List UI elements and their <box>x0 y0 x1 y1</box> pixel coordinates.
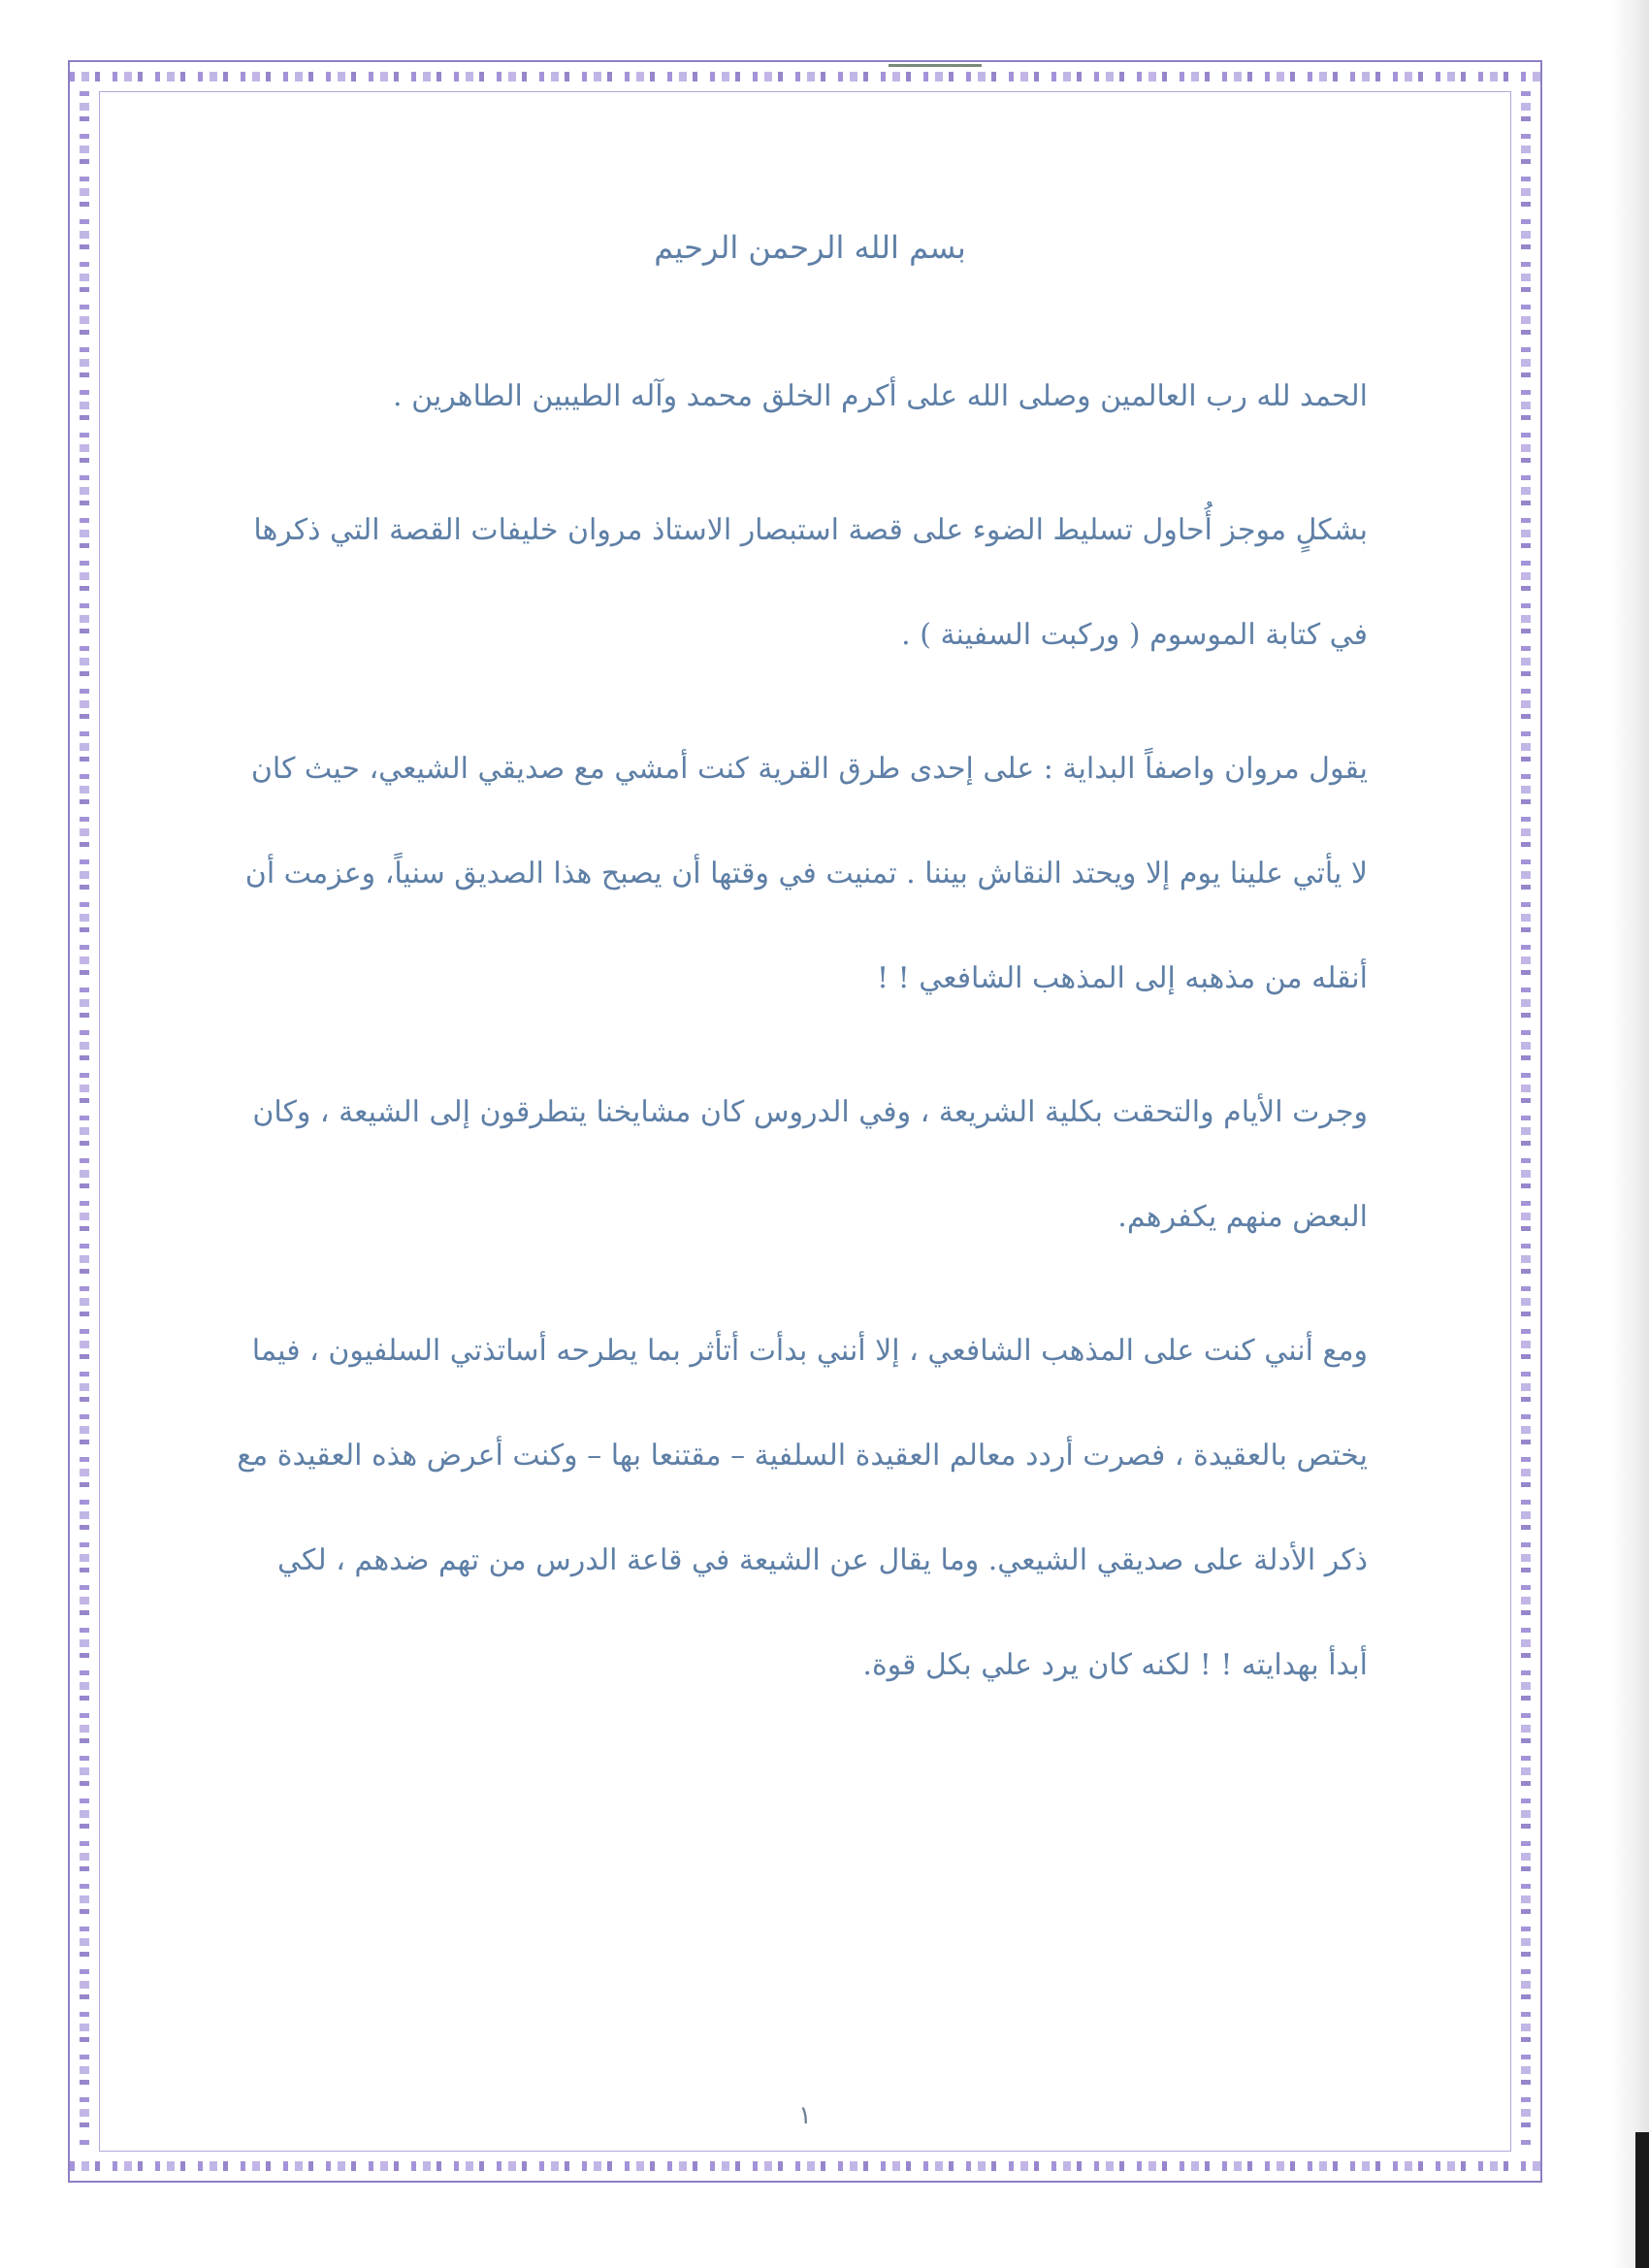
paragraph-sharia-college: وجرت الأيام والتحقت بكلية الشريعة ، وفي الدروس كان مشايخنا يتطرقون إلى الشيعة ، وكان البعض منهم يكفرهم. <box>252 1095 1368 1234</box>
ornamental-border-top <box>70 62 1540 91</box>
basmala-heading: بسم الله الرحمن الرحيم <box>654 229 966 266</box>
scan-staple-mark <box>889 64 982 67</box>
ornamental-border-right <box>1511 91 1540 2152</box>
paragraph-praise: الحمد لله رب العالمين وصلى الله على أكرم الخلق محمد وآله الطيبين الطاهرين . <box>393 379 1368 413</box>
page-number: ١ <box>798 2101 812 2130</box>
paragraph-introduction: بشكلٍ موجز أُحاول تسليط الضوء على قصة استبصار الاستاذ مروان خليفات القصة التي ذكرها في كتابة الموسوم ( وركبت السفينة ) . <box>253 513 1368 652</box>
scanner-edge-mark <box>1635 2132 1649 2268</box>
ornamental-border-left <box>70 91 99 2152</box>
ornamental-border-bottom <box>70 2152 1540 2181</box>
paragraph-salafi-influence: ومع أنني كنت على المذهب الشافعي ، إلا أنني بدأت أتأثر بما يطرحه أساتذتي السلفيون ، فيما يختص بالعقيدة ، فصرت أردد معالم العقيدة السلفية – مقتنعا بها – وكنت أعرض هذه العقيدة مع ذكر الأدلة على صديقي الشيعي. وما يقال عن الشيعة في قاعة الدرس من تهم ضدهم ، لكي أبدأ بهدايته ! ! لكنه كان يرد علي بكل قوة. <box>237 1334 1368 1682</box>
paragraph-beginning: يقول مروان واصفاً البداية : على إحدى طرق القرية كنت أمشي مع صديقي الشيعي، حيث كان لا يأتي علينا يوم إلا ويحتد النقاش بيننا . تمنيت في وقتها أن يصبح هذا الصديق سنياً، وعزمت أن أنقله من مذهبه إلى المذهب الشافعي ! ! <box>244 752 1368 995</box>
scanner-edge-shadow <box>1610 0 1649 2268</box>
page-content <box>233 218 1368 1747</box>
